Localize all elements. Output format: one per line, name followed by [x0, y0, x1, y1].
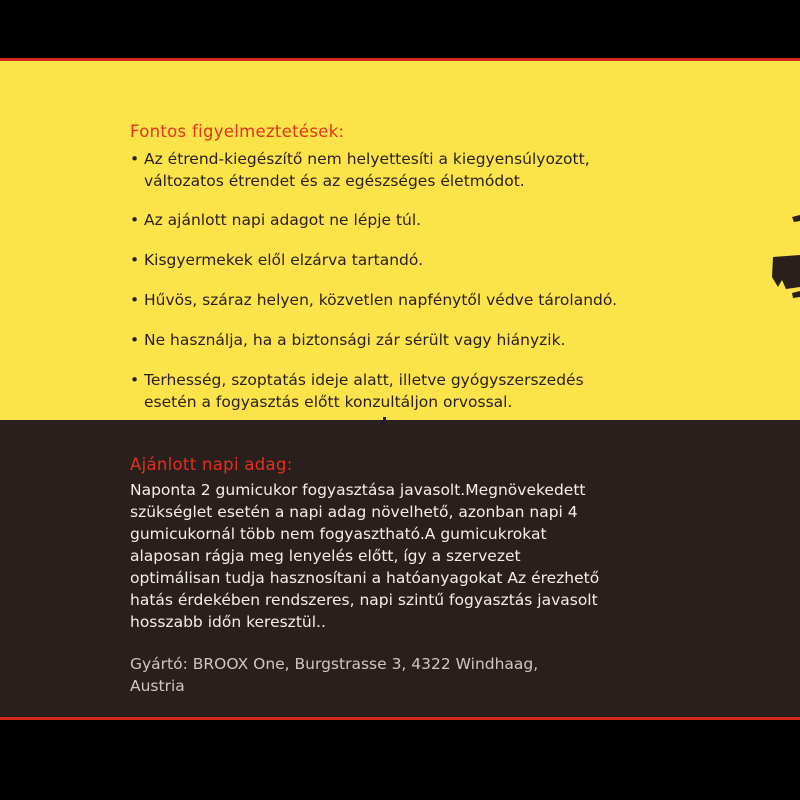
warnings-list — [130, 148, 690, 431]
warning-line: változatos étrendet és az egészséges életmódot. — [144, 172, 525, 190]
warning-item — [130, 209, 690, 231]
dosage-line: alaposan rágja meg lenyelés előtt, így a szervezet — [130, 547, 521, 565]
dosage-line: hatás érdekében rendszeres, napi szintű fogyasztás javasolt — [130, 591, 598, 609]
dosage-line: gumicukornál több nem fogyasztható.A gumicukrokat — [130, 525, 547, 543]
warning-line: Hűvös, száraz helyen, közvetlen napfénytől védve tárolandó. — [144, 291, 618, 309]
dosage-line: Naponta 2 gumicukor fogyasztása javasolt.Megnövekedett — [130, 481, 586, 499]
dosage-line: hosszabb időn keresztül.. — [130, 613, 326, 631]
warning-item — [130, 148, 690, 192]
dosage-text — [130, 479, 690, 633]
manufacturer-info — [130, 653, 690, 697]
warning-line: Terhesség, szoptatás ideje alatt, illetve gyógyszerszedés — [144, 371, 584, 389]
warning-line: esetén a fogyasztás előtt konzultáljon orvossal. — [144, 393, 513, 411]
warning-line: Kisgyermekek elől elzárva tartandó. — [144, 251, 424, 269]
warning-item — [130, 369, 690, 413]
logo-fragment-icon — [770, 205, 800, 305]
warning-item — [130, 289, 690, 311]
dosage-heading: Ajánlott napi adag: — [130, 455, 293, 474]
warnings-heading: Fontos figyelmeztetések: — [130, 122, 345, 141]
bottom-black-band — [0, 720, 800, 800]
dosage-line: optimálisan tudja hasznosítani a hatóanyagokat Az érezhető — [130, 569, 600, 587]
manufacturer-line: Austria — [130, 677, 185, 695]
warning-line: Ne használja, ha a biztonsági zár sérült vagy hiányzik. — [144, 331, 566, 349]
top-black-band — [0, 0, 800, 58]
warning-item — [130, 329, 690, 351]
warning-line: Az étrend-kiegészítő nem helyettesíti a kiegyensúlyozott, — [144, 150, 590, 168]
warning-item — [130, 249, 690, 271]
warning-line: Az ajánlott napi adagot ne lépje túl. — [144, 211, 422, 229]
manufacturer-line: Gyártó: BROOX One, Burgstrasse 3, 4322 Windhaag, — [130, 655, 539, 673]
dosage-line: szükséglet esetén a napi adag növelhető, azonban napi 4 — [130, 503, 578, 521]
